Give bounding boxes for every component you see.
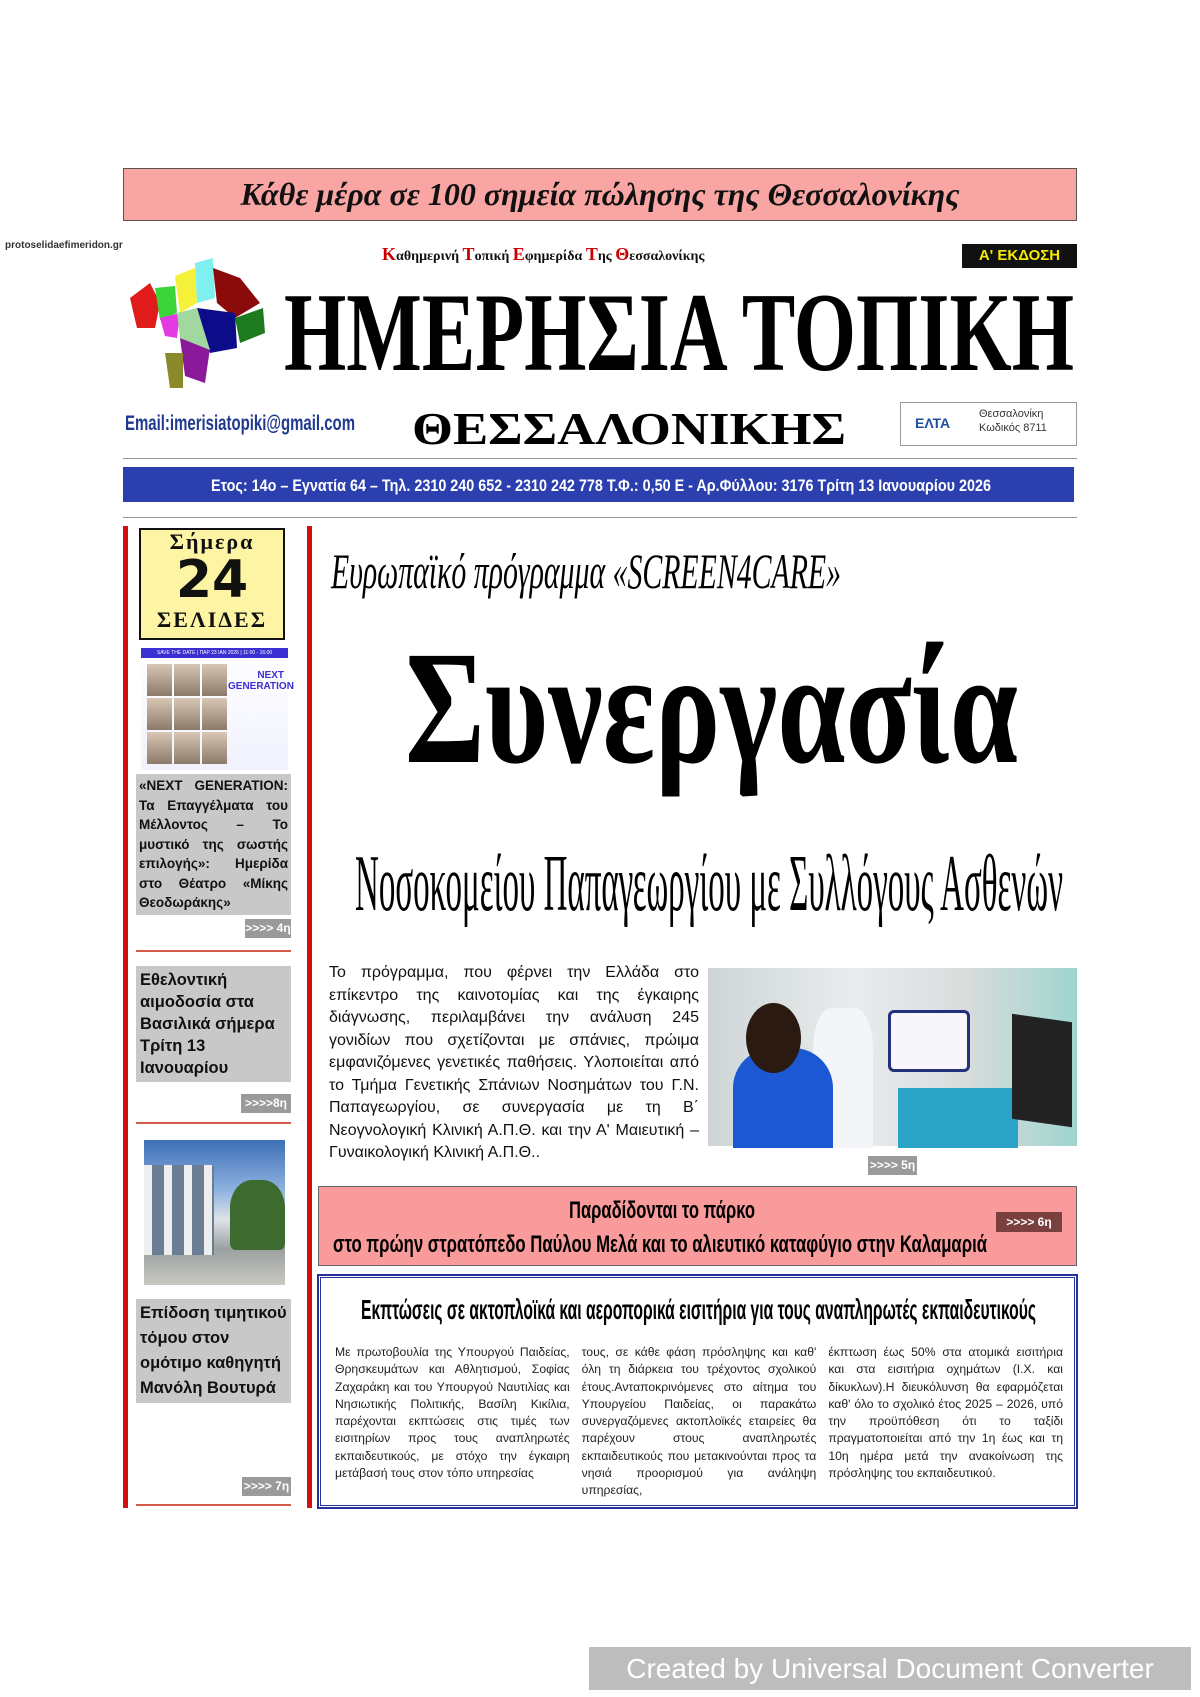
email-text: Email:imerisiatopiki@gmail.com bbox=[125, 412, 355, 435]
sidebar-story-blood-donation[interactable]: Εθελοντική αιμοδοσία στα Βασιλικά σήμερα Τρίτη 13 Ιανουαρίου bbox=[136, 966, 291, 1082]
masthead-city bbox=[412, 400, 852, 456]
lab-photo[interactable] bbox=[708, 968, 1077, 1146]
page-count-label: Σήμερα bbox=[169, 529, 255, 554]
more-link[interactable]: >>>> 7η bbox=[242, 1477, 291, 1496]
tagline-part: Κ bbox=[382, 244, 397, 264]
main-story-lead: Το πρόγραμμα, που φέρνει την Ελλάδα στο επίκεντρο της καινοτομίας και της έγκαιρης διάγνωσης, περιλαμβάνει την ανάλυση 245 γονιδίων που σχετίζονται με σπάνιες, πρώιμα εμφανιζόμενες γενετικές παθήσεις. Υλοποιείται από το Τμήμα Γενετικής Σπάνιων Νοσημάτων του Γ.Ν. Παπαγεωργίου, σε συνεργασία με τη Β΄ Νεογνολογική Κλινική Α.Π.Θ. και την Α' Μαιευτική – Γυναικολογική Κλινική Α.Π.Θ.. bbox=[329, 964, 699, 1161]
discount-story bbox=[318, 1275, 1077, 1508]
issue-info-bar bbox=[123, 467, 1074, 502]
sidebar-story-honorary-volume[interactable]: Επίδοση τιμητικού τόμου στον ομότιμο καθηγητή Μανόλη Βουτυρά bbox=[136, 1299, 291, 1403]
park-story-line: στο πρώην στρατόπεδο Παύλου Μελά και το αλιευτικό καταφύγιο στην Καλαμαριά bbox=[333, 1231, 988, 1258]
tagline-part: αθημερινή bbox=[396, 249, 463, 264]
story-column: Με πρωτοβουλία της Υπουργού Παιδείας, Θρησκευμάτων και Αθλητισμού, Σοφίας Ζαχαράκη και του Υπουργού Ναυτιλίας και Νησιωτικής Πολιτικής, Βασίλη Κικίλια, παρέχονται εκπτώσεις στις τιμές των εισιτηρίων προς τους αναπληρωτές εκπαιδευτικούς, με στόχο την έγκαιρη μετάβασή τους στον τόπο υπηρεσίας bbox=[335, 1345, 570, 1481]
story-column: τους, σε κάθε φάση πρόσληψης και καθ' όλη τη διάρκεια του τρέχοντος σχολικού έτους.Ανταποκρινόμενες στο αίτημα του Υπουργείου Παιδείας, οι παρακάτω συνεργαζόμενες ακτοπλοϊκές εταιρείες θα παρέχουν στους αναπληρωτές εκπαιδευτικούς που μετακινούνται προς τα νησιά προορισμού για ανάληψη υπηρεσίας, bbox=[581, 1345, 817, 1498]
more-link[interactable]: >>>> 6η bbox=[996, 1212, 1062, 1232]
main-headline[interactable] bbox=[405, 612, 1030, 802]
park-story-line-2 bbox=[333, 1227, 991, 1259]
tagline-part: Τ bbox=[585, 244, 598, 264]
masthead-tagline bbox=[382, 244, 704, 267]
postal-box bbox=[900, 402, 1077, 446]
next-generation-poster-image[interactable] bbox=[141, 648, 294, 770]
divider bbox=[123, 458, 1077, 459]
masthead-city-text: ΘΕΣΣΑΛΟΝΙΚΗΣ bbox=[412, 403, 846, 454]
discount-story-title[interactable] bbox=[361, 1290, 1037, 1328]
poster-date-bar: SAVE THE DATE | ΠΑΡ 23 ΙΑΝ 2026 | 11:00 - 16:00 bbox=[141, 648, 288, 658]
tagline-part: Τ bbox=[462, 244, 475, 264]
tagline-part: εσσαλονίκης bbox=[629, 249, 705, 264]
masthead-title-text: ΗΜΕΡΗΣΙΑ ΤΟΠΙΚΗ bbox=[284, 271, 1074, 395]
more-link[interactable]: >>>> 4η bbox=[245, 919, 291, 938]
email-contact bbox=[125, 408, 365, 438]
tagline-part: Ε bbox=[512, 244, 525, 264]
sidebar bbox=[136, 528, 294, 1508]
main-story-kicker bbox=[331, 540, 851, 602]
main-subheadline bbox=[355, 836, 1070, 936]
page-count-number: 24 bbox=[175, 550, 249, 610]
main-story-kicker-text: Ευρωπαϊκό πρόγραμμα «SCREEN4CARE» bbox=[330, 543, 841, 599]
masthead-title bbox=[284, 270, 1084, 398]
building-photo[interactable] bbox=[144, 1140, 285, 1285]
tagline-part: φημερίδα bbox=[524, 249, 586, 264]
issue-info-text: Ετος: 14ο – Εγνατία 64 – Τηλ. 2310 240 652 - 2310 242 778 Τ.Φ.: 0,50 Ε - Αρ.Φύλλου: 3176 Τρίτη 13 Ιανουαρίου 2026 bbox=[211, 476, 991, 495]
park-story-line-1 bbox=[569, 1193, 759, 1225]
edition-badge: Α' ΕΚΔΟΣΗ bbox=[962, 244, 1077, 268]
divider bbox=[136, 950, 291, 952]
tagline-part: οπική bbox=[474, 249, 513, 264]
park-story-line: Παραδίδονται το πάρκο bbox=[569, 1197, 755, 1224]
page-count-box bbox=[139, 528, 285, 640]
more-link[interactable]: >>>> 5η bbox=[868, 1156, 917, 1175]
main-subheadline-text: Νοσοκομείου Παπαγεωργίου με Συλλόγους Ασθενών bbox=[355, 840, 1063, 928]
sidebar-right-rule bbox=[307, 526, 312, 1508]
elta-logo: ΕΛΤΑ bbox=[915, 415, 951, 431]
top-banner: Κάθε μέρα σε 100 σημεία πώλησης της Θεσσαλονίκης bbox=[123, 168, 1077, 221]
divider bbox=[136, 1122, 291, 1124]
discount-story-title-text: Εκπτώσεις σε ακτοπλοϊκά και αεροπορικά εισιτήρια για τους αναπληρωτές εκπαιδευτικούς bbox=[361, 1294, 1036, 1325]
tagline-part: Θ bbox=[615, 244, 630, 264]
main-headline-text: Συνεργασία bbox=[405, 619, 1018, 798]
region-map-logo bbox=[125, 258, 280, 393]
source-site: protoselidaefimeridon.gr bbox=[5, 240, 123, 251]
poster-title: NEXT GENERATION bbox=[228, 670, 294, 692]
tagline-part: ης bbox=[597, 249, 616, 264]
elta-city: Θεσσαλονίκη bbox=[979, 408, 1044, 420]
sidebar-story-next-generation[interactable]: «NEXT GENERATION: Τα Επαγγέλματα του Μέλλοντος – Το μυστικό της σωστής επιλογής»: Ημερίδα στο Θέατρο «Μίκης Θεοδωράκης» bbox=[136, 774, 291, 915]
divider bbox=[136, 1504, 291, 1506]
elta-code: Κωδικός 8711 bbox=[979, 422, 1047, 434]
page-count-unit: ΣΕΛΙΔΕΣ bbox=[156, 607, 268, 632]
story-column: έκπτωση έως 50% στα ατομικά εισιτήρια και στα εισιτήρια οχημάτων (Ι.Χ. και δίκυκλων).Η διευκόλυνση θα εφαρμόζεται καθ' όλο το σχολικό έτος 2025 – 2026, υπό την προϋπόθεση ότι το ταξίδι πραγματοποιείται από την 1η έως και τη 10η ημέρα μετά την ανακοίνωση της πρόσληψης του εκπαιδευτικού. bbox=[828, 1345, 1063, 1481]
sidebar-left-rule bbox=[123, 526, 128, 1508]
more-link[interactable]: >>>>8η bbox=[241, 1094, 291, 1113]
divider bbox=[123, 517, 1077, 518]
park-story[interactable] bbox=[318, 1186, 1077, 1266]
converter-watermark: Created by Universal Document Converter bbox=[589, 1647, 1191, 1690]
